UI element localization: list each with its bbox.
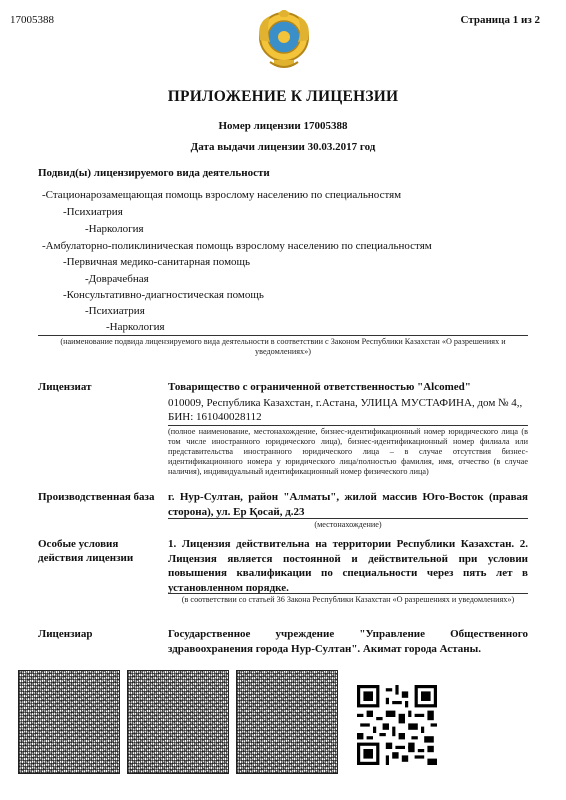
list-item: -Психиатрия <box>85 305 145 317</box>
licensor-label: Лицензиар <box>38 628 93 640</box>
divider <box>168 593 528 594</box>
barcode-1-icon <box>18 670 120 774</box>
licensee-address: 010009, Республика Казахстан, г.Астана, УЛИЦА МУСТАФИНА, дом № 4,, БИН: 161040028112 <box>168 397 523 423</box>
list-item: -Стационарозамещающая помощь взрослому населению по специальностям <box>42 189 402 201</box>
special-conditions-value: 1. Лицензия действительна на территории Республики Казахстан. 2. Лицензия является постоянной и действительной при условии повышения квалификации по специальности через пять лет в установленном порядке. <box>168 538 528 594</box>
page-indicator: Страница 1 из 2 <box>460 14 540 26</box>
list-item: -Психиатрия <box>63 206 123 218</box>
special-conditions-note: (в соответствии со статьей 36 Закона Республики Казахстан «О разрешениях и уведомлениях») <box>181 595 515 604</box>
activities-heading: Подвид(ы) лицензируемого вида деятельности <box>38 167 270 179</box>
activities-note: (наименование подвида лицензируемого вида деятельности в соответствии с Законом Республики Казахстан «О разрешениях и уведомлениях») <box>60 337 506 356</box>
page-title: ПРИЛОЖЕНИЕ К ЛИЦЕНЗИИ <box>167 88 399 105</box>
divider <box>168 518 528 519</box>
list-item: -Наркология <box>106 321 165 333</box>
list-item: -Наркология <box>85 223 144 235</box>
issue-date: Дата выдачи лицензии 30.03.2017 год <box>190 141 376 153</box>
list-item: -Первичная медико-санитарная помощь <box>63 256 251 268</box>
barcode-2-icon <box>127 670 229 774</box>
production-base-note: (местонахождение) <box>314 520 382 529</box>
list-item: -Доврачебная <box>85 273 149 285</box>
production-base-value: г. Нур-Султан, район "Алматы", жилой массив Юго-Восток (правая сторона), ул. Ер Қосай, д.23 <box>168 491 528 518</box>
divider <box>38 335 528 336</box>
document-number: 17005388 <box>10 14 54 26</box>
barcode-3-icon <box>236 670 338 774</box>
licensee-name: Товарищество с ограниченной ответственностью "Alcomed" <box>168 381 471 393</box>
special-conditions-label: Особые условия действия лицензии <box>38 538 134 564</box>
production-base-label: Производственная база <box>38 491 155 503</box>
divider <box>168 425 528 426</box>
list-item: -Амбулаторно-поликлиническая помощь взрослому населению по специальностям <box>42 240 432 252</box>
list-item: -Консультативно-диагностическая помощь <box>63 289 264 301</box>
licensee-note: (полное наименование, местонахождение, бизнес-идентификационный номер юридического лица (в том числе иностранного юридического лица), бизнес-идентификационный номер филиала или представительства иностранного юридического лица – в случае отсутствия бизнес-идентификационного номера у юридического лица/полностью фамилия, имя, отчество (в случае наличия), индивидуальный идентификационный номер физического лица) <box>168 427 528 476</box>
licensee-label: Лицензиат <box>38 381 92 393</box>
qr-code-icon <box>357 685 437 765</box>
license-number: Номер лицензии 17005388 <box>218 120 348 132</box>
licensor-value: Государственное учреждение "Управление Общественного здравоохранения города Нур-Султан". Акимат города Астаны. <box>168 628 528 655</box>
state-emblem-icon <box>256 10 312 72</box>
